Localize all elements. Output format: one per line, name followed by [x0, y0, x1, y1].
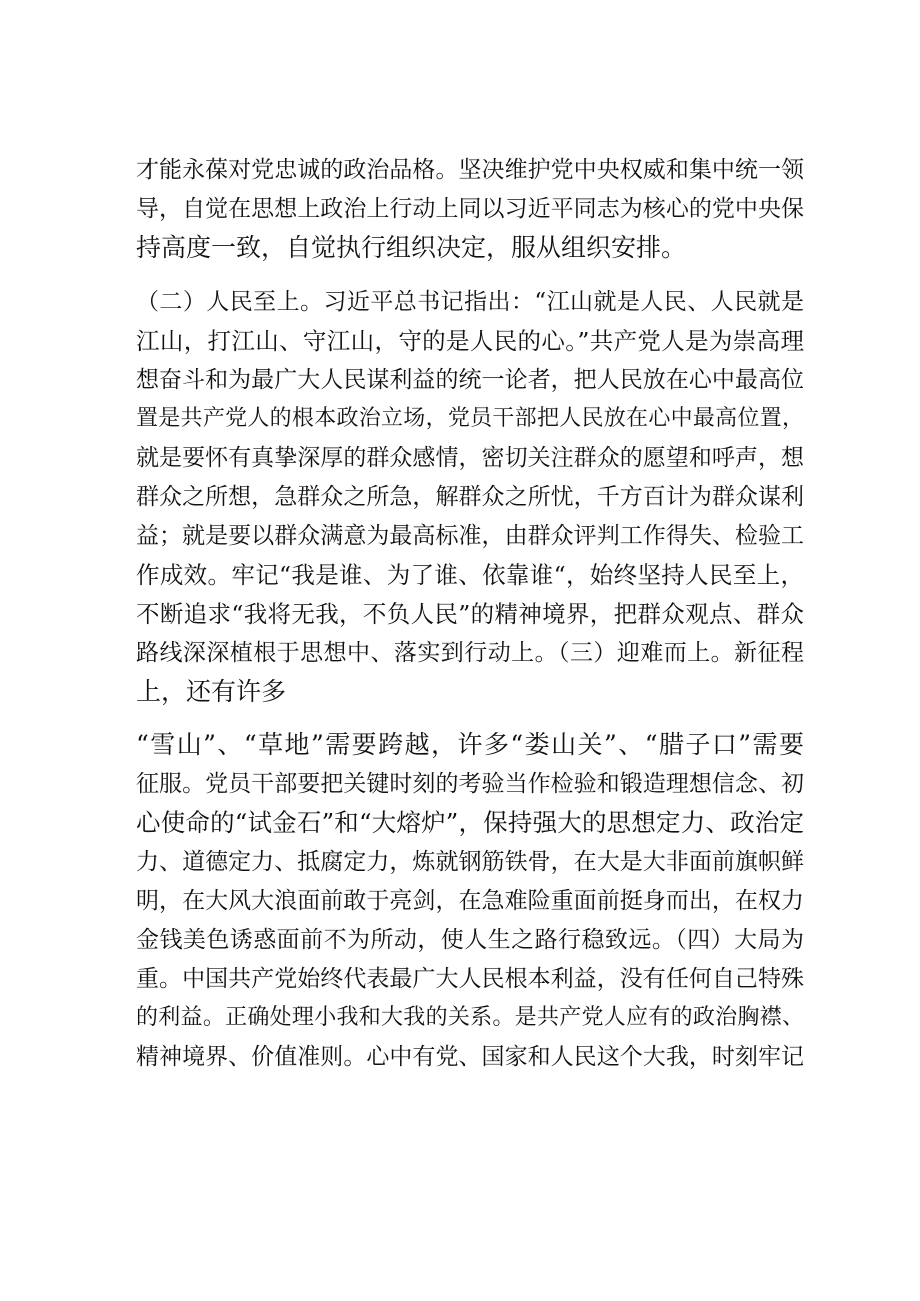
- text-line: 持高度一致，自觉执行组织决定，服从组织安排。: [136, 233, 687, 262]
- text-line: 重。中国共产党始终代表最广大人民根本利益，没有任何自己特殊: [136, 966, 804, 992]
- text-line: 力、道德定力、抵腐定力，炼就钢筋铁骨，在大是大非面前旗帜鲜: [136, 849, 804, 875]
- text-line: 金钱美色诱惑面前不为所动，使人生之路行稳致远。（四）大局为: [136, 927, 804, 953]
- text-line: 益；就是要以群众满意为最高标准，由群众评判工作得失、检验工: [136, 523, 804, 549]
- text-line: 就是要怀有真挚深厚的群众感情，密切关注群众的愿望和呼声，想: [136, 445, 804, 471]
- text-line: （二）人民至上。习近平总书记指出：“江山就是人民、人民就是: [136, 289, 804, 315]
- text-line: 的利益。正确处理小我和大我的关系。是共产党人应有的政治胸襟、: [136, 1005, 804, 1030]
- text-line: 不断追求“我将无我，不负人民”的精神境界，把群众观点、群众: [136, 600, 804, 628]
- text-line: 路线深深植根于思想中、落实到行动上。（三）迎难而上。新征程: [136, 640, 804, 666]
- text-line: 精神境界、价值准则。心中有党、国家和人民这个大我，时刻牢记: [136, 1044, 804, 1070]
- text-line: 导，自觉在思想上政治上行动上同以习近平同志为核心的党中央保: [136, 196, 804, 222]
- text-line: 群众之所想，急群众之所急，解群众之所忧，千方百计为群众谋利: [136, 484, 804, 510]
- text-line: 作成效。牢记“我是谁、为了谁、依靠谁“，始终坚持人民至上，: [136, 561, 804, 589]
- text-line: 上，还有许多: [136, 677, 287, 706]
- text-line: “雪山”、“草地”需要跨越，许多“娄山关”、“腊子口”需要: [136, 730, 804, 759]
- text-line: 征服。党员干部要把关键时刻的考验当作检验和锻造理想信念、初: [136, 771, 804, 797]
- text-line: 江山，打江山、守江山，守的是人民的心。”共产党人是为崇高理: [136, 327, 804, 355]
- text-line: 置是共产党人的根本政治立场，党员干部把人民放在心中最高位置，: [136, 406, 804, 431]
- text-line: 明，在大风大浪面前敢于亮剑，在急难险重面前挺身而出，在权力: [136, 888, 804, 914]
- text-line: 心使命的“试金石”和“大熔炉”，保持强大的思想定力、政治定: [136, 808, 804, 837]
- text-line: 想奋斗和为最广大人民谋利益的统一论者，把人民放在心中最高位: [136, 367, 804, 393]
- text-line: 才能永葆对党忠诚的政治品格。坚决维护党中央权威和集中统一领: [136, 157, 804, 183]
